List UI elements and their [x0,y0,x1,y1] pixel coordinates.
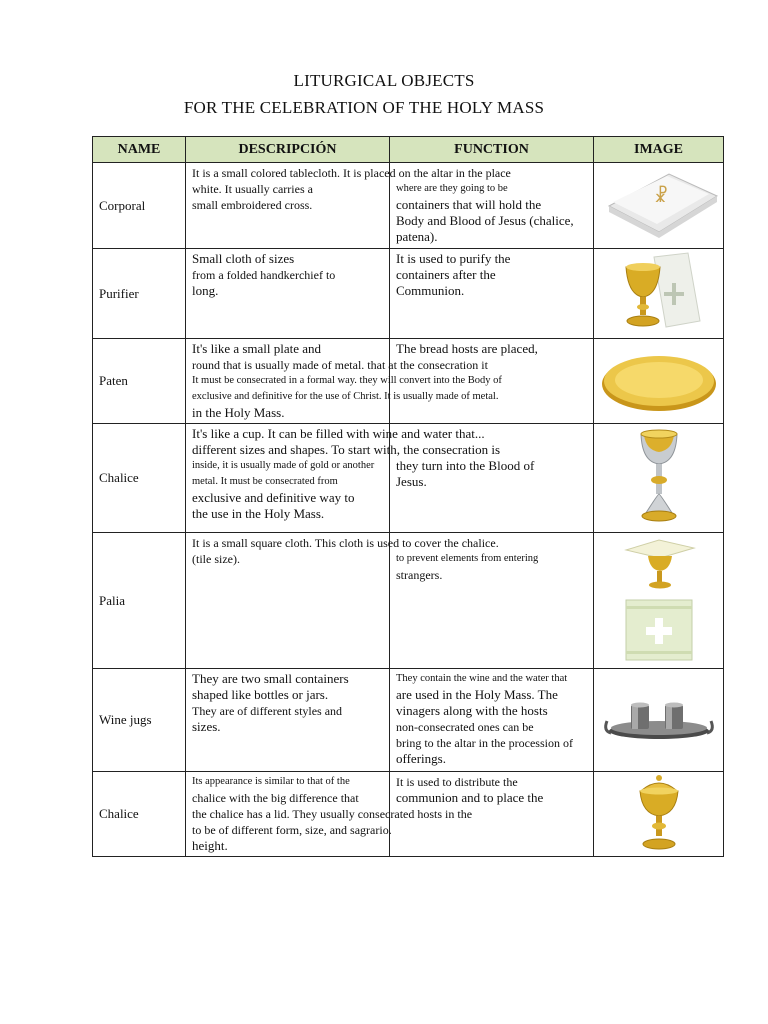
desc-line: It is a small square cloth. This cloth is used to cover the chalice. [192,536,499,550]
row-function [390,533,594,669]
func-line: non-consecrated ones can be [396,720,534,734]
document-title-line1: LITURGICAL OBJECTS [293,71,475,90]
row-function [390,669,594,772]
desc-line: from a folded handkerchief to [192,268,336,282]
desc-line: the use in the Holy Mass. [192,506,325,521]
table-row [93,163,724,249]
desc-line: height. [192,838,228,853]
func-line: It is used to distribute the [396,775,518,789]
row-image [594,533,724,669]
desc-line: It's like a small plate and [192,341,322,356]
func-line: Communion. [396,283,465,298]
desc-line: white. It usually carries a [192,182,313,196]
func-line: containers that will hold the [396,197,542,212]
row-image [594,772,724,857]
folded-corporal-cloth-icon [599,166,719,246]
row-image [594,339,724,424]
desc-line: inside, it is usually made of gold or another [192,460,375,471]
desc-line: sizes. [192,719,221,734]
func-line: communion and to place the [396,790,544,805]
cruets-on-tray-icon [601,695,717,745]
liturgical-objects-table [92,136,724,857]
row-function [390,249,594,339]
header-description: DESCRIPCIÓN [186,137,390,163]
func-line: The bread hosts are placed, [396,341,538,356]
desc-line: Its appearance is similar to that of the [192,776,350,787]
func-line: to prevent elements from entering [396,553,539,564]
desc-line: different sizes and shapes. To start with, the consecration is [192,442,501,457]
row-name: Chalice [93,772,186,857]
func-line: containers after the [396,267,496,282]
func-line: They contain the wine and the water that [396,673,568,684]
desc-line: long. [192,283,219,298]
func-line: Body and Blood of Jesus (chalice, [396,213,574,228]
row-name: Purifier [93,249,186,339]
golden-paten-icon [598,346,720,416]
table-row [93,339,724,424]
func-line: offerings. [396,751,446,766]
desc-line: Small cloth of sizes [192,251,295,266]
desc-line: It must be consecrated in a formal way. they will convert into the Body of [192,375,502,386]
table-row [93,533,724,669]
table-row [93,249,724,339]
row-function [390,163,594,249]
func-line: bring to the altar in the procession of [396,736,573,750]
desc-line: They are two small containers [192,671,349,686]
desc-line: the chalice has a lid. They usually consecrated hosts in the [192,807,473,821]
row-function [390,772,594,857]
row-name: Paten [93,339,186,424]
desc-line: exclusive and definitive for the use of Christ. It is usually made of metal. [192,391,499,402]
row-name: Palia [93,533,186,669]
svg-text:☧: ☧ [653,185,668,207]
desc-line: in the Holy Mass. [192,405,285,420]
func-line: they turn into the Blood of [396,458,535,473]
row-image [594,669,724,772]
chalice-with-purifier-icon [604,251,714,337]
row-name: Corporal [93,163,186,249]
desc-line: small embroidered cross. [192,198,313,212]
table-header-row [93,137,724,163]
row-name: Chalice [93,424,186,533]
func-line: patena). [396,229,438,244]
row-description [186,249,390,339]
header-function: FUNCTION [390,137,594,163]
desc-line: They are of different styles and [192,704,343,718]
desc-line: metal. It must be consecrated from [192,476,338,487]
table-row [93,669,724,772]
desc-line: chalice with the big difference that [192,791,359,805]
header-image: IMAGE [594,137,724,163]
func-line: strangers. [396,568,443,582]
desc-line: It's like a cup. It can be filled with wine and water that... [192,426,485,441]
table-row [93,772,724,857]
row-image [594,424,724,533]
row-function [390,424,594,533]
desc-line: round that is usually made of metal. that at the consecration it [192,358,488,372]
desc-line: to be of different form, size, and sagrario. [192,823,392,837]
silver-gold-chalice-icon [624,428,694,528]
row-image [594,249,724,339]
document-title-line2: FOR THE CELEBRATION OF THE HOLY MASS [183,98,545,117]
func-line: It is used to purify the [396,251,511,266]
row-image [594,163,724,249]
row-name: Wine jugs [93,669,186,772]
pall-and-chalice-icon [604,536,714,666]
table-row [93,424,724,533]
row-function [390,339,594,424]
desc-line: shaped like bottles or jars. [192,687,329,702]
func-line: Jesus. [396,474,427,489]
desc-line: (tile size). [192,552,240,566]
func-line: where are they going to be [396,183,508,194]
desc-line: exclusive and definitive way to [192,490,355,505]
header-name: NAME [93,137,186,163]
ciborium-icon [624,774,694,854]
desc-line: It is a small colored tablecloth. It is placed on the altar in the place [192,166,511,180]
func-line: vinagers along with the hosts [396,703,548,718]
func-line: are used in the Holy Mass. The [396,687,558,702]
row-description [186,669,390,772]
